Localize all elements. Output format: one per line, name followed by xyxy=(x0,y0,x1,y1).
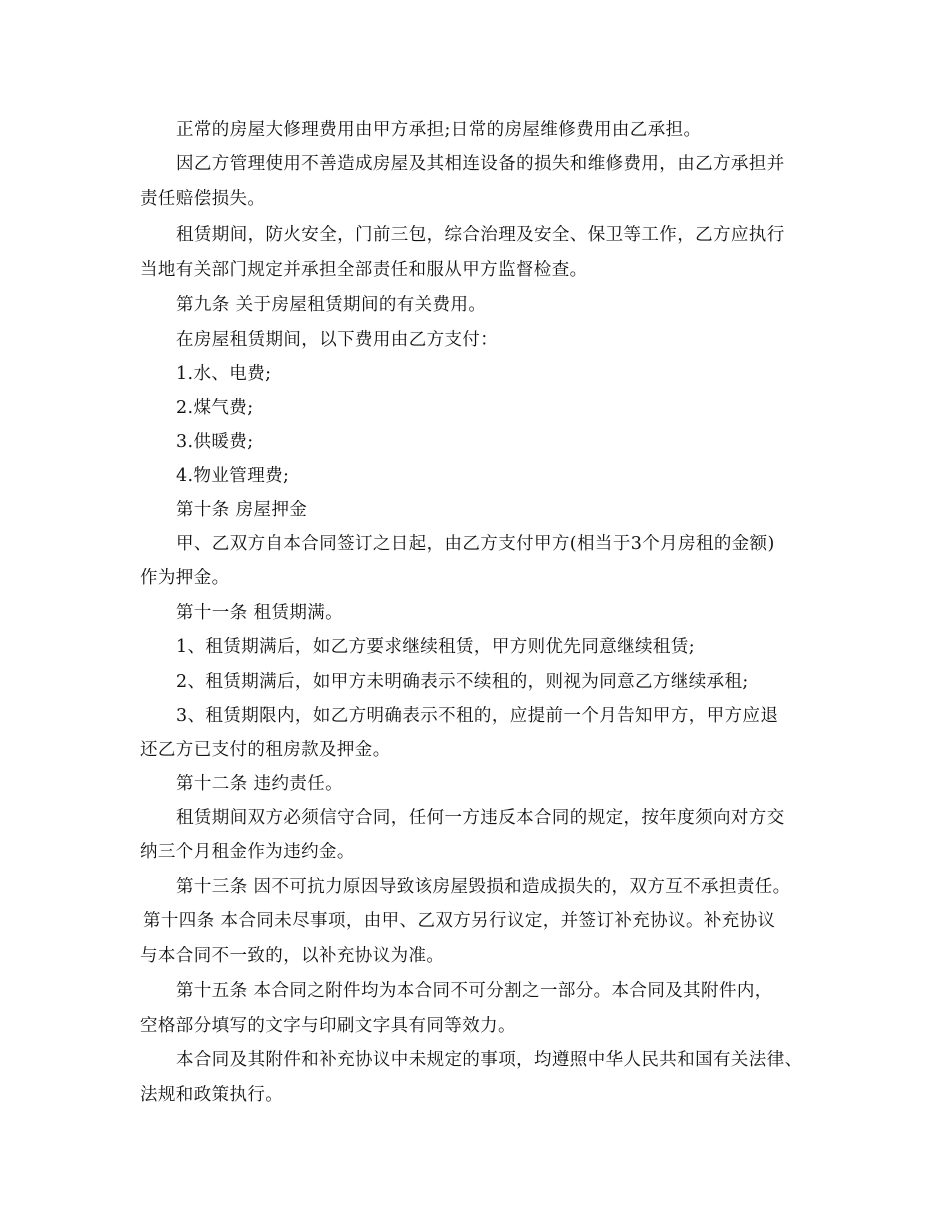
article-heading: 第十二条 违约责任。 xyxy=(176,774,344,794)
text-line: 责任赔偿损失。 xyxy=(140,189,266,209)
text-line: 本合同及其附件和补充协议中未规定的事项，均遵照中华人民共和国有关法律、 xyxy=(176,1050,803,1070)
list-item: 3.供暖费; xyxy=(176,432,254,452)
article-heading: 第十三条 因不可抗力原因导致该房屋毁损和造成损失的，双方互不承担责任。 xyxy=(176,877,791,897)
article-heading: 第九条 关于房屋租赁期间的有关费用。 xyxy=(176,295,487,315)
text-line: 法规和政策执行。 xyxy=(140,1085,284,1105)
text-line: 正常的房屋大修理费用由甲方承担;日常的房屋维修费用由乙承担。 xyxy=(176,120,702,140)
text-line: 当地有关部门规定并承担全部责任和服从甲方监督检查。 xyxy=(140,260,588,280)
text-line: 纳三个月租金作为违约金。 xyxy=(140,842,355,862)
article-heading: 第十四条 本合同未尽事项，由甲、乙双方另行议定，并签订补充协议。补充协议 xyxy=(143,911,776,931)
text-line: 还乙方已支付的租房款及押金。 xyxy=(140,740,391,760)
text-line: 租赁期间，防火安全，门前三包，综合治理及安全、保卫等工作，乙方应执行 xyxy=(176,225,785,245)
article-heading: 第十一条 租赁期满。 xyxy=(176,603,344,623)
text-line: 与本合同不一致的，以补充协议为准。 xyxy=(140,946,445,966)
article-heading: 第十五条 本合同之附件均为本合同不可分割之一部分。本合同及其附件内， xyxy=(176,981,773,1001)
list-item: 2、租赁期满后，如甲方未明确表示不续租的，则视为同意乙方继续承租; xyxy=(176,672,749,692)
list-item: 4.物业管理费; xyxy=(176,466,290,486)
list-item: 1、租赁期满后，如乙方要求继续租赁，甲方则优先同意继续租赁; xyxy=(176,637,696,657)
text-line: 租赁期间双方必须信守合同，任何一方违反本合同的规定，按年度须向对方交 xyxy=(176,808,785,828)
text-line: 作为押金。 xyxy=(140,568,230,588)
text-line: 因乙方管理使用不善造成房屋及其相连设备的损失和维修费用，由乙方承担并 xyxy=(176,154,785,174)
text-line: 空格部分填写的文字与印刷文字具有同等效力。 xyxy=(140,1016,516,1036)
text-line: 在房屋租赁期间，以下费用由乙方支付： xyxy=(176,330,499,350)
list-item: 1.水、电费; xyxy=(176,364,272,384)
text-line: 甲、乙双方自本合同签订之日起，由乙方支付甲方(相当于3个月房租的金额) xyxy=(176,534,775,554)
article-heading: 第十条 房屋押金 xyxy=(176,500,308,520)
list-item: 2.煤气费; xyxy=(176,398,254,418)
list-item: 3、租赁期限内，如乙方明确表示不租的，应提前一个月告知甲方，甲方应退 xyxy=(176,706,779,726)
